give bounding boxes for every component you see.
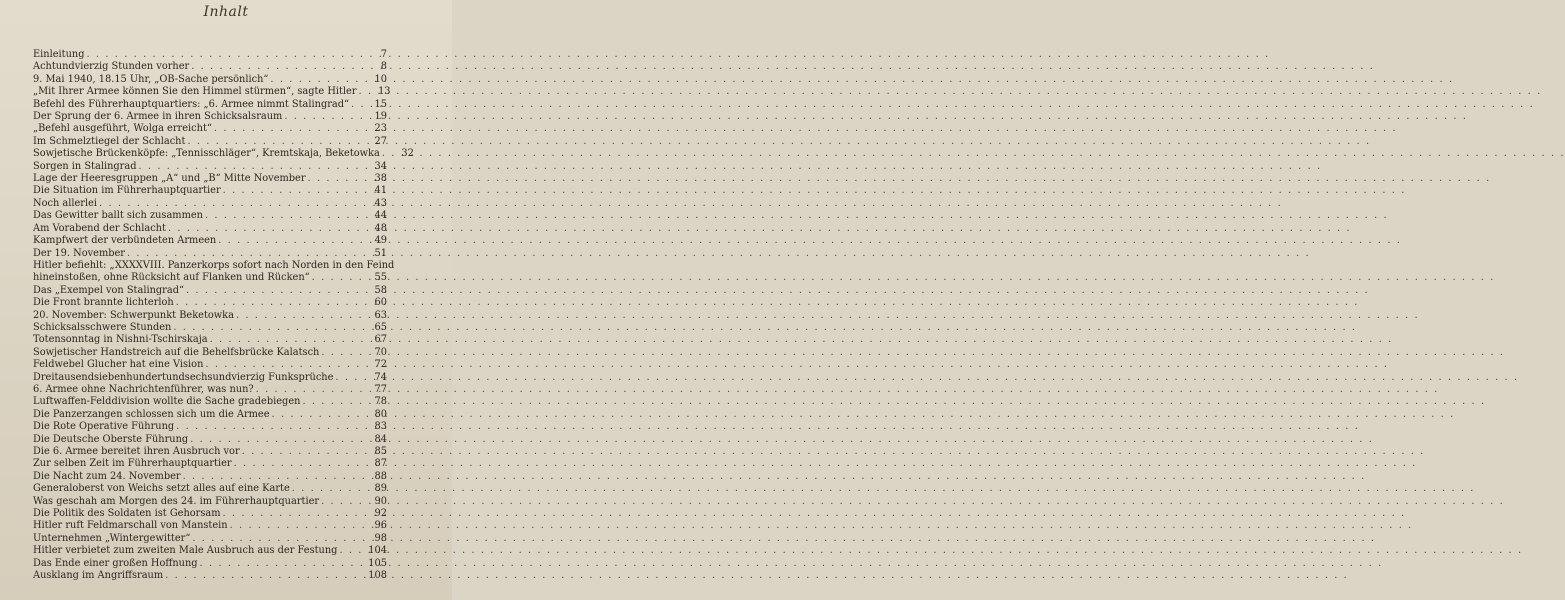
dot-leader [230,520,365,532]
toc-page-number: 96 [374,520,387,532]
toc-entry [33,446,387,458]
dot-leader [272,409,365,421]
toc-page-number: 63 [374,309,387,321]
toc-entry-line [33,272,387,284]
toc-entry-title: 6. Armee ohne Nachrichtenführer, was nun? [33,383,254,395]
toc-entry-title: Generaloberst von Weichs setzt alles auf eine Karte [33,483,290,495]
toc-entry-title: Die Panzerzangen schlossen sich um die Armee [33,408,270,420]
toc-entry-title: Das Gewitter ballt sich zusammen [33,210,203,222]
toc-entry [33,173,387,185]
toc-page-number: 92 [374,508,387,520]
toc-page-number: 60 [374,297,387,309]
toc-page-number: 44 [374,210,387,222]
toc-page-number: 108 [368,570,387,582]
toc-entry-title: Luftwaffen-Felddivision wollte die Sache gradebiegen [33,396,301,408]
toc-entry [33,248,387,260]
toc-entry [33,148,414,160]
book-page [0,0,452,600]
dot-leader [335,372,365,384]
toc-entry [33,359,387,371]
dot-leader [187,136,365,148]
toc-entry-title: Befehl des Führerhauptquartiers: „6. Armee nimmt Stalingrad“ [33,98,350,110]
toc-entry-title: Unternehmen „Wintergewitter“ [33,532,191,544]
toc-entry-title: Die Politik des Soldaten ist Gehorsam [33,508,221,520]
dot-leader [176,421,365,433]
toc-page-number: 88 [374,470,387,482]
toc-entry [33,210,387,222]
toc-entry-title: Sorgen in Stalingrad [33,160,137,172]
dot-leader [256,384,365,396]
page-title: Inhalt [203,4,249,20]
toc-entry-title: Feldwebel Glucher hat eine Vision [33,359,204,371]
toc-entry [33,545,387,557]
toc-entry-title: 9. Mai 1940, 18.15 Uhr, „OB-Sache persönlich“ [33,73,269,85]
dot-leader [236,310,365,322]
toc-entry-title: 20. November: Schwerpunkt Beketowka [33,309,234,321]
toc-page-number: 84 [374,433,387,445]
toc-page-number: 58 [374,284,387,296]
toc-entry [33,508,387,520]
toc-page-number: 27 [374,135,387,147]
toc-page-number: 43 [374,197,387,209]
toc-page-number: 23 [374,123,387,135]
toc-entry [33,223,387,235]
dot-leader [200,558,365,570]
toc-entry-title: Die Deutsche Oberste Führung [33,433,189,445]
toc-page-number: 74 [374,371,387,383]
dot-leader [292,483,365,495]
dot-leader [183,471,365,483]
dot-leader [87,49,366,61]
toc-entry-title: Die Nacht zum 24. November [33,470,181,482]
toc-entry-title: Sowjetischer Handstreich auf die Behelfsbrücke Kalatsch [33,346,320,358]
toc-entry-title: Noch allerlei [33,197,98,209]
toc-entry [33,483,387,495]
dot-leader [186,285,365,297]
toc-entry-title: Das Ende einer großen Hoffnung [33,557,198,569]
toc-page-number: 65 [374,321,387,333]
toc-entry [33,570,387,582]
toc-entry [33,558,387,570]
dot-leader [382,148,392,160]
dot-leader [173,322,365,334]
toc-page-number: 55 [374,272,387,284]
toc-entry-title: Die Front brannte lichterloh [33,297,174,309]
toc-entry [33,136,387,148]
toc-page-number: 13 [378,86,391,98]
toc-entry [33,322,387,334]
toc-entry-title: Im Schmelztiegel der Schlacht [33,135,186,147]
toc-page-number: 41 [374,185,387,197]
toc-page-number: 19 [374,111,387,123]
toc-entry-title: Sowjetische Brückenköpfe: „Tennisschläger“, Kremtskaja, Beketowka [33,148,380,160]
toc-page-number: 104 [368,545,387,557]
dot-leader [99,198,365,210]
toc-page-number: 98 [374,532,387,544]
toc-entry [33,434,387,446]
toc-entry [33,123,387,135]
dot-leader [270,74,365,86]
dot-leader [127,248,365,260]
toc-page-number: 15 [374,98,387,110]
toc-entry [33,297,387,309]
toc-entry [33,334,387,346]
toc-entry [33,74,387,86]
toc-entry [33,285,387,297]
toc-entry-title: Die 6. Armee bereitet ihren Ausbruch vor [33,446,240,457]
toc-entry [33,471,387,483]
toc-entry [33,384,387,396]
toc-entry [33,259,395,285]
dot-leader [284,111,365,123]
toc-entry [33,372,387,384]
dot-leader [321,347,365,359]
dot-leader [302,396,365,408]
dot-leader [205,359,365,371]
toc-page-number: 105 [368,557,387,569]
toc-page-number: 72 [374,359,387,371]
dot-leader [191,61,365,73]
toc-entry-title: Die Situation im Führerhauptquartier [33,185,221,197]
toc-entry [33,421,387,433]
dot-leader [234,458,365,470]
toc-page-number: 70 [374,346,387,358]
toc-entry-title: „Befehl ausgeführt, Wolga erreicht“ [33,123,212,135]
dot-leader [223,185,365,197]
dot-leader [138,161,365,173]
toc-entry-title: Am Vorabend der Schlacht [33,222,166,234]
toc-page-number: 67 [374,334,387,346]
toc-entry [33,396,387,408]
toc-entry-title: Lage der Heeresgruppen „A“ und „B“ Mitte November [33,173,306,185]
toc-page-number: 38 [374,173,387,185]
toc-entry [33,99,387,111]
toc-page-number: 89 [374,483,387,495]
dot-leader [176,297,365,309]
toc-page-number: 8 [380,61,387,73]
toc-entry [33,458,387,470]
toc-page-number: 90 [374,495,387,507]
toc-entry-title: Das „Exempel von Stalingrad“ [33,284,184,296]
toc-entry-title: Kampfwert der verbündeten Armeen [33,235,217,247]
toc-entry-title: Hitler ruft Feldmarschall von Manstein [33,520,228,532]
toc-entry [33,496,387,508]
dot-leader [168,223,365,235]
toc-page-number: 34 [374,160,387,172]
toc-entry [33,111,387,123]
toc-page-number: 49 [374,235,387,247]
toc-page-number: 77 [374,383,387,395]
dot-leader [351,99,365,111]
toc-entry [33,161,387,173]
toc-entry-title: Zur selben Zeit im Führerhauptquartier [33,458,232,470]
dot-leader [205,210,365,222]
toc-entry [33,520,387,532]
toc-page-number: 80 [374,408,387,420]
toc-entry-title: Hitler befiehlt: „XXXXVIII. Panzerkorps sofort nach Norden in den Feind [33,259,395,271]
toc-entry [33,347,387,359]
dot-leader [339,545,365,557]
toc-entry-title: Einleitung [33,49,85,60]
toc-page-number: 78 [374,396,387,408]
dot-leader [312,272,365,284]
dot-leader [242,446,365,458]
toc-entry-title-continued: hineinstoßen, ohne Rücksicht auf Flanken und Rücken“ [33,272,310,284]
dot-leader [165,570,365,582]
dot-leader [321,496,365,508]
toc-entry [33,235,387,247]
toc-entry [33,533,387,545]
dot-leader [214,123,365,135]
toc-page-number: 7 [380,49,387,60]
toc-page-number: 10 [374,73,387,85]
toc-page-number: 85 [374,446,387,457]
toc-entry-title: Hitler verbietet zum zweiten Male Ausbruch aus der Festung [33,545,338,557]
dot-leader [218,235,365,247]
toc-entry [33,310,387,322]
toc-entry-title: Die Rote Operative Führung [33,421,175,433]
toc-entry [33,49,387,61]
toc-entry-title: Der 19. November [33,247,125,259]
dot-leader [308,173,365,185]
dot-leader [192,533,365,545]
toc-entry-title: „Mit Ihrer Armee können Sie den Himmel stürmen“, sagte Hitler [33,86,357,98]
toc-entry [33,198,387,210]
toc-entry [33,86,391,98]
toc-page-number: 83 [374,421,387,433]
dot-leader [359,86,369,98]
toc-entry-title: Achtundvierzig Stunden vorher [33,61,190,73]
toc-entry-title: Was geschah am Morgen des 24. im Führerhauptquartier [33,495,320,507]
toc-entry-title: Der Sprung der 6. Armee in ihren Schicksalsraum [33,111,283,123]
toc-page-number: 48 [374,222,387,234]
toc-page-number: 87 [374,458,387,470]
dot-leader [210,334,365,346]
toc-entry [33,409,387,421]
toc-entry-title: Ausklang im Angriffsraum [33,570,164,582]
toc-entry-title: Schicksalsschwere Stunden [33,321,172,333]
toc-entry-title: Totensonntag in Nishni-Tschirskaja [33,334,208,346]
toc-page-number: 32 [401,148,414,160]
dot-leader [190,434,365,446]
toc-page-number: 51 [374,247,387,259]
toc-entry [33,61,387,73]
toc-entry-title: Dreitausendsiebenhundertundsechsundvierzig Funksprüche [33,371,334,383]
table-of-contents [33,49,414,582]
dot-leader [223,508,366,520]
toc-entry [33,185,387,197]
